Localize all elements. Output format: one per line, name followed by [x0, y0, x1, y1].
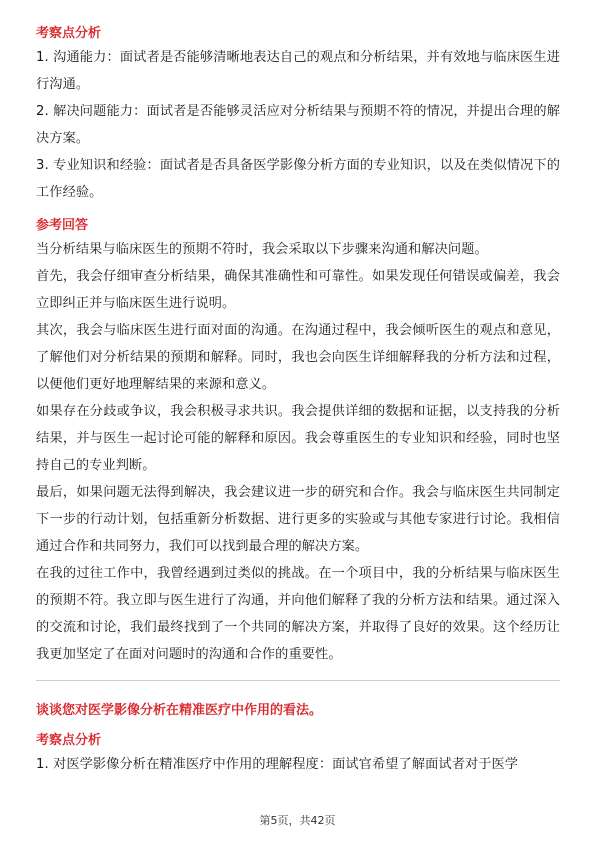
analysis-point-1: 1. 对医学影像分析在精准医疗中作用的理解程度：面试官希望了解面试者对于医学	[36, 757, 519, 772]
section-heading: 考察点分析	[36, 733, 102, 748]
section-divider	[36, 680, 560, 681]
answer-paragraph: 在我的过往工作中，我曾经遇到过类似的挑战。在一个项目中，我的分析结果与临床医生的预期不符。我立即与医生进行了沟通，并向他们解释了我的分析方法和结果。通过深入的交流和讨论，我们最终找到了一个共同的解决方案，并取得了良好的效果。这个经历让我更加坚定了在面对问题时的沟通和合作的重要性。	[36, 566, 560, 662]
analysis-point-1: 1. 沟通能力：面试者是否能够清晰地表达自己的观点和分析结果，并有效地与临床医生进行沟通。	[36, 50, 560, 92]
answer-paragraph: 当分析结果与临床医生的预期不符时，我会采取以下步骤来沟通和解决问题。	[36, 242, 488, 257]
answer-paragraph: 其次，我会与临床医生进行面对面的沟通。在沟通过程中，我会倾听医生的观点和意见，了解他们对分析结果的预期和解释。同时，我也会向医生详细解释我的分析方法和过程，以便他们更好地理解结果的来源和意义。	[36, 323, 560, 392]
answer-heading: 参考回答	[36, 218, 89, 233]
analysis-point-2: 2. 解决问题能力：面试者是否能够灵活应对分析结果与预期不符的情况，并提出合理的解决方案。	[36, 104, 560, 146]
answer-paragraph: 如果存在分歧或争议，我会积极寻求共识。我会提供详细的数据和证据，以支持我的分析结果，并与医生一起讨论可能的解释和原因。我会尊重医生的专业知识和经验，同时也坚持自己的专业判断。	[36, 404, 560, 473]
section-heading: 考察点分析	[36, 26, 102, 41]
section-analysis	[36, 24, 560, 206]
analysis-point-3: 3. 专业知识和经验：面试者是否具备医学影像分析方面的专业知识，以及在类似情况下的工作经验。	[36, 158, 560, 200]
document-page	[36, 24, 560, 778]
page-footer: 第5页，共42页	[259, 814, 336, 827]
answer-paragraph: 最后，如果问题无法得到解决，我会建议进一步的研究和合作。我会与临床医生共同制定下一步的行动计划，包括重新分析数据、进行更多的实验或与其他专家进行讨论。我相信通过合作和共同努力，我们可以找到最合理的解决方案。	[36, 485, 560, 554]
answer-paragraph: 首先，我会仔细审查分析结果，确保其准确性和可靠性。如果发现任何错误或偏差，我会立即纠正并与临床医生进行说明。	[36, 269, 560, 311]
question-title: 谈谈您对医学影像分析在精准医疗中作用的看法。	[36, 703, 323, 718]
section-reference-answer	[36, 216, 560, 668]
section-question-2	[36, 701, 560, 778]
